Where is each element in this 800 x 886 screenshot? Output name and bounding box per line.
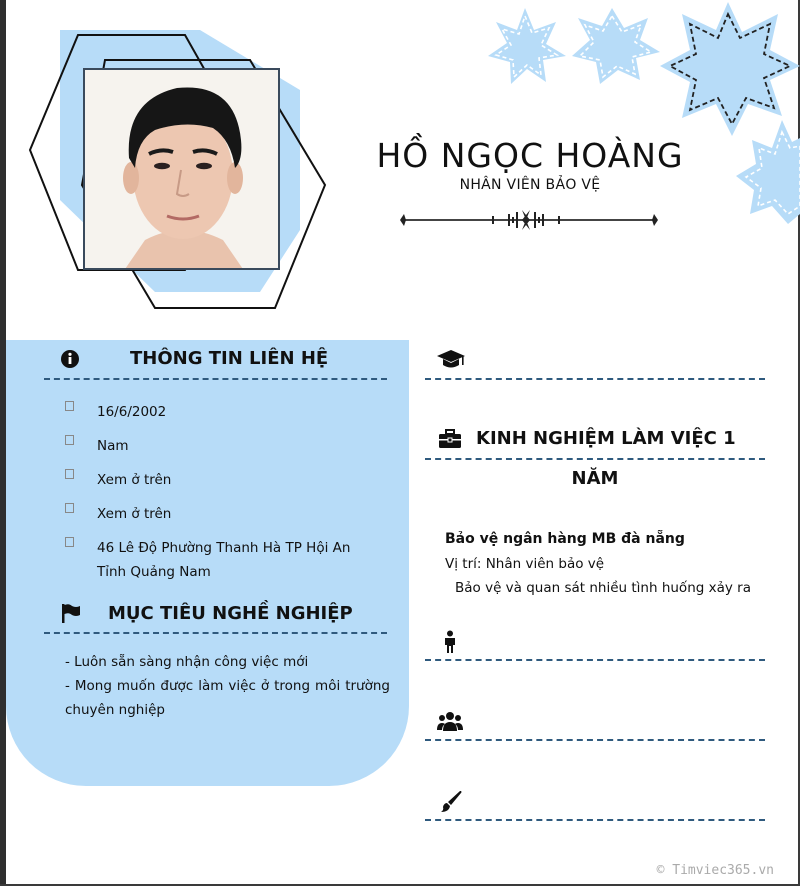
contact-item-email xyxy=(65,502,171,526)
objective-line-1: - Luôn sẵn sàng nhận công việc mới xyxy=(65,654,309,670)
group-section-divider xyxy=(425,739,765,741)
phone-icon xyxy=(65,469,74,479)
skills-section-divider xyxy=(425,819,765,821)
experience-description: Bảo vệ và quan sát nhiều tình huống xảy ra xyxy=(455,580,751,596)
objective-heading-text: MỤC TIÊU NGHỀ NGHIỆP xyxy=(108,602,353,624)
person-section-divider xyxy=(425,659,765,661)
contact-birthdate: 16/6/2002 xyxy=(97,404,167,420)
flag-icon xyxy=(60,602,82,624)
contact-item-birthdate xyxy=(65,400,166,424)
contact-address-line2: Tỉnh Quảng Nam xyxy=(97,564,211,580)
ornamental-divider xyxy=(398,208,660,232)
briefcase-icon xyxy=(438,429,462,449)
profile-photo xyxy=(83,68,280,270)
calendar-icon xyxy=(65,401,74,411)
objective-line-2: - Mong muốn được làm việc ở trong môi trường chuyên nghiệp xyxy=(65,678,390,718)
paintbrush-icon xyxy=(439,790,463,814)
experience-section-heading xyxy=(438,428,736,449)
group-icon xyxy=(437,710,463,732)
experience-heading-continued: NĂM xyxy=(571,468,619,489)
graduation-cap-icon xyxy=(436,348,466,370)
education-divider xyxy=(425,378,765,380)
experience-heading-text: KINH NGHIỆM LÀM VIỆC 1 xyxy=(476,428,736,449)
photo-hexagon-decoration xyxy=(0,0,340,320)
contact-gender: Nam xyxy=(97,438,129,454)
candidate-job-title: NHÂN VIÊN BẢO VỆ xyxy=(459,177,601,193)
objective-text xyxy=(65,650,390,722)
experience-position: Vị trí: Nhân viên bảo vệ xyxy=(445,556,605,572)
contact-section-heading xyxy=(60,348,328,369)
info-icon xyxy=(60,349,80,369)
person-icon xyxy=(443,630,457,654)
contact-phone: Xem ở trên xyxy=(97,472,172,488)
address-icon xyxy=(65,537,74,547)
experience-company: Bảo vệ ngân hàng MB đà nẵng xyxy=(445,531,685,547)
contact-address xyxy=(97,536,350,584)
gender-icon xyxy=(65,435,74,445)
contact-item-address xyxy=(65,536,350,584)
experience-divider xyxy=(425,458,765,460)
contact-address-line1: 46 Lê Độ Phường Thanh Hà TP Hội An xyxy=(97,540,351,556)
objective-divider xyxy=(44,632,387,634)
contact-item-phone xyxy=(65,468,171,492)
contact-email: Xem ở trên xyxy=(97,506,172,522)
contact-item-gender xyxy=(65,434,129,458)
contact-heading-text: THÔNG TIN LIÊN HỆ xyxy=(130,348,329,369)
candidate-name: HỒ NGỌC HOÀNG xyxy=(376,136,684,175)
email-icon xyxy=(65,503,74,513)
watermark: © Timviec365.vn xyxy=(656,863,774,878)
objective-section-heading xyxy=(60,602,353,624)
contact-divider xyxy=(44,378,387,380)
